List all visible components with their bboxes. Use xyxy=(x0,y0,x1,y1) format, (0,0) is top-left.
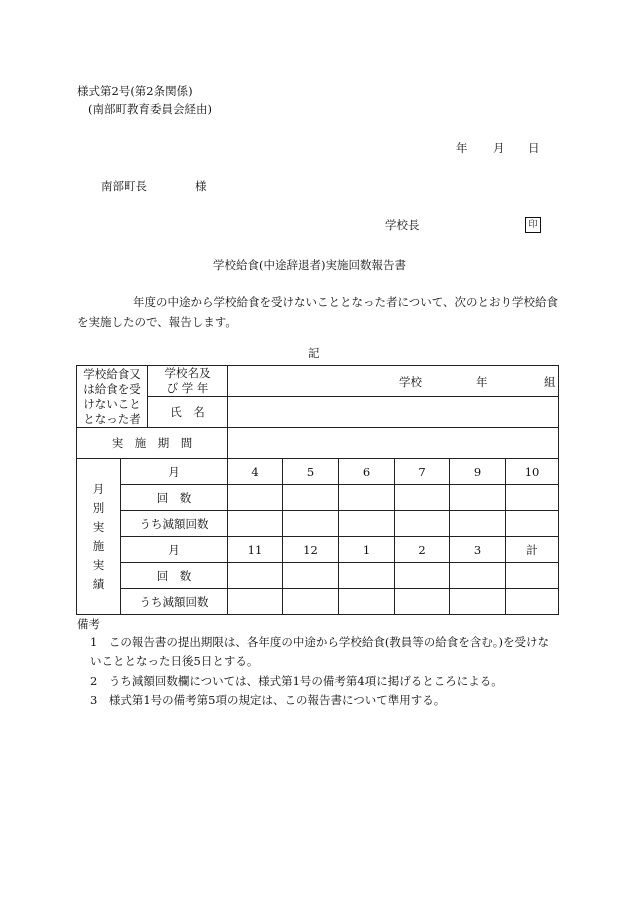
period-field[interactable] xyxy=(228,428,559,459)
count-field[interactable] xyxy=(506,485,559,511)
school-grade-field[interactable]: 学校 年 組 xyxy=(228,366,559,397)
month-cell: 7 xyxy=(395,459,450,485)
form-number: 様式第2号(第2条関係) xyxy=(77,84,193,98)
note-item: 2 うち減額回数欄については、様式第1号の備考第4項に掲げるところによる。 xyxy=(90,674,503,688)
month-cell: 6 xyxy=(339,459,395,485)
school-grade-label: 学校名及 び 学 年 xyxy=(148,366,228,397)
month-cell: 9 xyxy=(450,459,506,485)
count-label: 回 数 xyxy=(121,563,228,589)
reduced-count-label: うち減額回数 xyxy=(121,511,228,537)
month-cell: 10 xyxy=(506,459,559,485)
reduced-count-label: うち減額回数 xyxy=(121,589,228,615)
reduced-count-field[interactable] xyxy=(339,589,395,615)
table-row xyxy=(77,485,559,511)
reduced-count-field[interactable] xyxy=(283,589,339,615)
reduced-count-field[interactable] xyxy=(450,511,506,537)
routing-note: (南部町教育委員会経由) xyxy=(88,102,212,116)
seal-mark: 印 xyxy=(525,217,541,233)
reduced-count-field[interactable] xyxy=(228,511,283,537)
table-row xyxy=(77,511,559,537)
count-field[interactable] xyxy=(395,485,450,511)
table-row xyxy=(77,563,559,589)
ki-label: 記 xyxy=(308,346,320,360)
count-field[interactable] xyxy=(506,563,559,589)
month-cell: 4 xyxy=(228,459,283,485)
month-cell: 2 xyxy=(395,537,450,563)
addressee: 南部町長 xyxy=(101,179,147,193)
table-row xyxy=(77,537,559,563)
month-cell: 12 xyxy=(283,537,339,563)
count-field[interactable] xyxy=(450,485,506,511)
reduced-count-field[interactable] xyxy=(339,511,395,537)
note-item: 1 この報告書の提出期限は、各年度の中途から学校給食(教員等の給食を含む。)を受けないこととなった日後5日とする。 xyxy=(90,635,550,668)
reduced-count-field[interactable] xyxy=(506,589,559,615)
note-item: 3 様式第1号の備考第5項の規定は、この報告書について準用する。 xyxy=(90,693,446,707)
month-header-label: 月 xyxy=(121,459,228,485)
count-field[interactable] xyxy=(339,485,395,511)
reduced-count-field[interactable] xyxy=(395,511,450,537)
table-row xyxy=(77,397,559,428)
notes-heading: 備考 xyxy=(77,617,100,631)
report-table xyxy=(76,365,559,615)
reduced-count-field[interactable] xyxy=(506,511,559,537)
total-cell: 計 xyxy=(506,537,559,563)
count-field[interactable] xyxy=(395,563,450,589)
reduced-count-field[interactable] xyxy=(228,589,283,615)
body-paragraph: 年度の中途から学校給食を受けないこととなった者について、次のとおり学校給食を実施したので、報告します。 xyxy=(77,295,559,329)
count-field[interactable] xyxy=(228,485,283,511)
month-cell: 3 xyxy=(450,537,506,563)
reduced-count-field[interactable] xyxy=(450,589,506,615)
monthly-results-label: 月 別 実 施 実 績 xyxy=(77,459,121,615)
document-title: 学校給食(中途辞退者)実施回数報告書 xyxy=(213,258,406,272)
table-row xyxy=(77,589,559,615)
name-label: 氏 名 xyxy=(148,397,228,428)
month-header-label: 月 xyxy=(121,537,228,563)
date-day-label: 日 xyxy=(528,141,540,155)
count-field[interactable] xyxy=(283,485,339,511)
target-person-label: 学校給食又 は給食を受 けないこと となった者 xyxy=(77,366,148,428)
count-field[interactable] xyxy=(283,563,339,589)
table-row xyxy=(77,428,559,459)
date-month-label: 月 xyxy=(493,141,505,155)
addressee-suffix: 様 xyxy=(195,179,207,193)
reduced-count-field[interactable] xyxy=(395,589,450,615)
date-year-label: 年 xyxy=(456,141,468,155)
table-row xyxy=(77,366,559,397)
sender-label: 学校長 xyxy=(385,218,420,232)
period-label: 実 施 期 間 xyxy=(77,428,228,459)
count-field[interactable] xyxy=(228,563,283,589)
count-field[interactable] xyxy=(339,563,395,589)
month-cell: 1 xyxy=(339,537,395,563)
count-label: 回 数 xyxy=(121,485,228,511)
name-field[interactable] xyxy=(228,397,559,428)
month-cell: 5 xyxy=(283,459,339,485)
month-cell: 11 xyxy=(228,537,283,563)
count-field[interactable] xyxy=(450,563,506,589)
table-row xyxy=(77,459,559,485)
reduced-count-field[interactable] xyxy=(283,511,339,537)
